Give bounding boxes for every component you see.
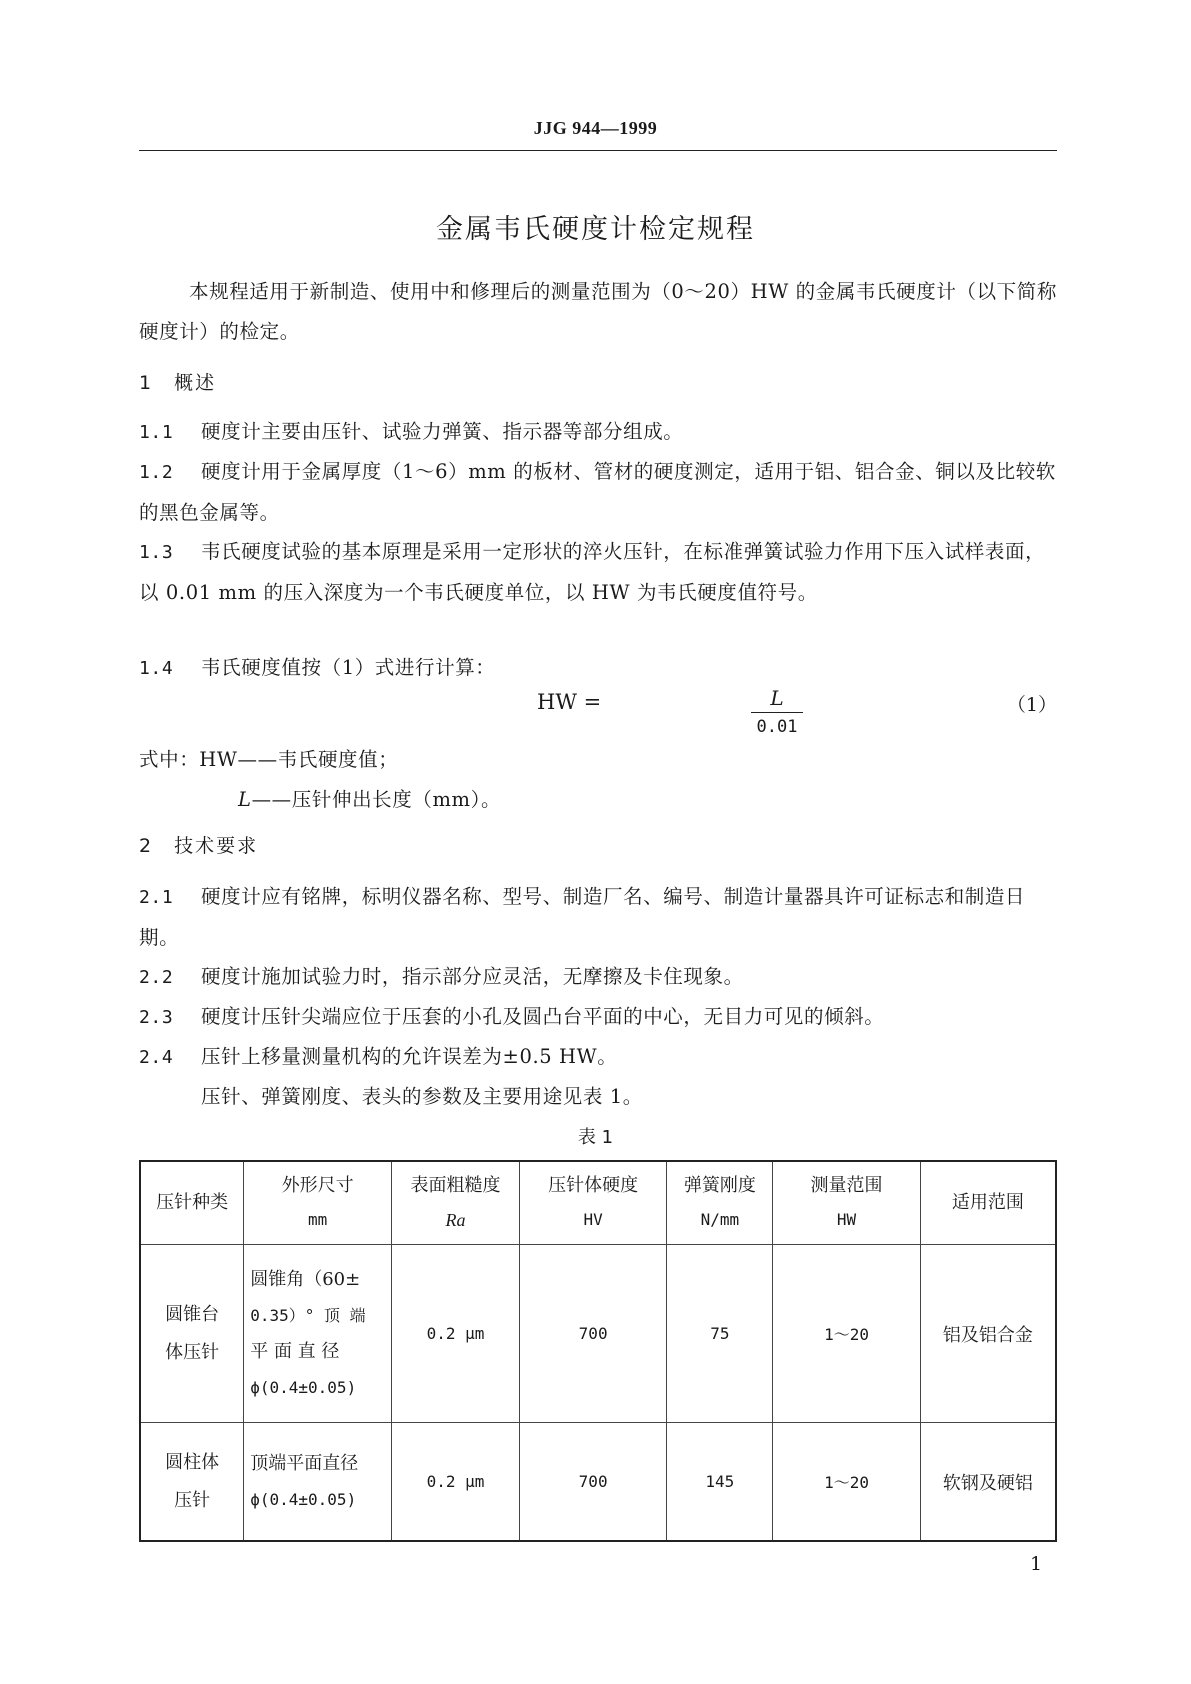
table-cell: 0.2 μm	[392, 1245, 520, 1423]
header-cell	[140, 1161, 244, 1245]
header-unit: HV	[583, 1210, 603, 1229]
table-cell	[140, 1423, 244, 1542]
table-caption: 表 1	[577, 1127, 614, 1148]
clause-2-3	[139, 997, 1057, 1038]
clause-1-4	[139, 648, 1057, 689]
formula-1	[139, 686, 1057, 742]
clause-number: 1.1	[139, 422, 174, 443]
clause-number: 2.2	[139, 967, 174, 988]
clause-text: 硬度计主要由压针、试验力弹簧、指示器等部分组成。	[201, 420, 684, 443]
header-cell	[519, 1161, 667, 1245]
formula-where-line2	[238, 780, 501, 820]
formula-numerator: L	[770, 686, 784, 710]
clause-text: 压针上移量测量机构的允许误差为±0.5 HW。	[201, 1045, 618, 1068]
formula-lhs: HW =	[537, 690, 602, 714]
symbol-l: L	[238, 788, 252, 811]
clause-number: 1.4	[139, 658, 174, 679]
header-label: 弹簧刚度	[683, 1175, 756, 1196]
clause-text: 硬度计施加试验力时，指示部分应灵活，无摩擦及卡住现象。	[201, 965, 744, 988]
table-reference-note: 压针、弹簧刚度、表头的参数及主要用途见表 1。	[201, 1085, 643, 1108]
clause-1-3	[139, 532, 1057, 613]
clause-number: 1.3	[139, 542, 174, 563]
header-label: 适用范围	[951, 1192, 1024, 1213]
where-text: ——压针伸出长度（mm）。	[251, 788, 502, 811]
clause-number: 1.2	[139, 462, 174, 483]
shape-line: ϕ(0.4±0.05)	[250, 1489, 357, 1509]
header-label: 压针体硬度	[548, 1175, 639, 1196]
header-unit: Ra	[445, 1210, 466, 1230]
header-label: 压针种类	[156, 1192, 229, 1213]
clause-text: 韦氏硬度值按（1）式进行计算：	[201, 656, 496, 679]
table-cell	[244, 1423, 392, 1542]
clause-text: 韦氏硬度试验的基本原理是采用一定形状的淬火压针，在标准弹簧试验力作用下压入试样表面，以 0.01 mm 的压入深度为一个韦氏硬度单位，以 HW 为韦氏硬度值符号。	[139, 540, 1046, 604]
intro-paragraph: 本规程适用于新制造、使用中和修理后的测量范围为（0～20）HW 的金属韦氏硬度计（以下简称硬度计）的检定。	[139, 280, 1057, 343]
table-cell: 1～20	[773, 1423, 921, 1542]
clause-1-2	[139, 452, 1057, 533]
clause-2-1	[139, 877, 1057, 958]
header-cell	[920, 1161, 1056, 1245]
table-cell: 700	[519, 1423, 667, 1542]
clause-text: 硬度计应有铭牌，标明仪器名称、型号、制造厂名、编号、制造计量器具许可证标志和制造日期。	[139, 885, 1026, 949]
table-cell: 软钢及硬铝	[920, 1423, 1056, 1542]
formula-fraction	[749, 684, 805, 741]
type-line: 圆柱体	[165, 1451, 220, 1473]
clause-number: 2.4	[139, 1047, 174, 1068]
type-line: 圆锥台	[165, 1303, 220, 1325]
section-1-heading: 1 概述	[139, 372, 217, 394]
equation-number: （1）	[1006, 694, 1057, 716]
table-cell	[244, 1245, 392, 1423]
clause-2-4	[139, 1037, 1057, 1078]
table-header-row	[140, 1161, 1056, 1245]
section-2-heading: 2 技术要求	[139, 835, 259, 857]
clause-text: 硬度计用于金属厚度（1～6）mm 的板材、管材的硬度测定，适用于铝、铝合金、铜以及比较软的黑色金属等。	[139, 460, 1056, 524]
table-cell: 铝及铝合金	[920, 1245, 1056, 1423]
formula-where-line1: 式中：HW——韦氏硬度值；	[139, 748, 399, 771]
header-unit: N/mm	[700, 1210, 740, 1229]
shape-line: ϕ(0.4±0.05)	[250, 1377, 357, 1397]
header-label: 表面粗糙度	[410, 1175, 501, 1196]
shape-line: 平 面 直 径	[250, 1340, 340, 1362]
table-cell: 700	[519, 1245, 667, 1423]
header-unit: HW	[836, 1210, 857, 1229]
clause-number: 2.1	[139, 887, 174, 908]
document-title: 金属韦氏硬度计检定规程	[436, 214, 755, 245]
header-label: 外形尺寸	[281, 1175, 354, 1196]
spec-table	[139, 1160, 1057, 1542]
page-number: 1	[1030, 1553, 1043, 1575]
header-cell	[392, 1161, 520, 1245]
clause-1-1	[139, 412, 1057, 453]
table-row	[140, 1423, 1056, 1542]
type-line: 压针	[174, 1489, 211, 1511]
table-cell: 75	[667, 1245, 773, 1423]
shape-line: 0.35）° 顶 端	[250, 1305, 366, 1325]
header-unit: mm	[308, 1210, 328, 1229]
header-cell	[773, 1161, 921, 1245]
table-cell: 145	[667, 1423, 773, 1542]
clause-text: 硬度计压针尖端应位于压套的小孔及圆凸台平面的中心，无目力可见的倾斜。	[201, 1005, 885, 1028]
header-rule	[139, 150, 1057, 151]
standard-code: JJG 944—1999	[533, 118, 658, 138]
table-cell: 1～20	[773, 1245, 921, 1423]
header-cell	[244, 1161, 392, 1245]
table-row	[140, 1245, 1056, 1423]
shape-line: 顶端平面直径	[250, 1452, 359, 1474]
header-cell	[667, 1161, 773, 1245]
shape-line: 圆锥角（60±	[250, 1268, 361, 1290]
formula-denominator: 0.01	[756, 717, 798, 737]
table-cell	[140, 1245, 244, 1423]
clause-number: 2.3	[139, 1007, 174, 1028]
type-line: 体压针	[165, 1341, 220, 1363]
clause-2-2	[139, 957, 1057, 998]
table-cell: 0.2 μm	[392, 1423, 520, 1542]
header-label: 测量范围	[810, 1175, 883, 1196]
